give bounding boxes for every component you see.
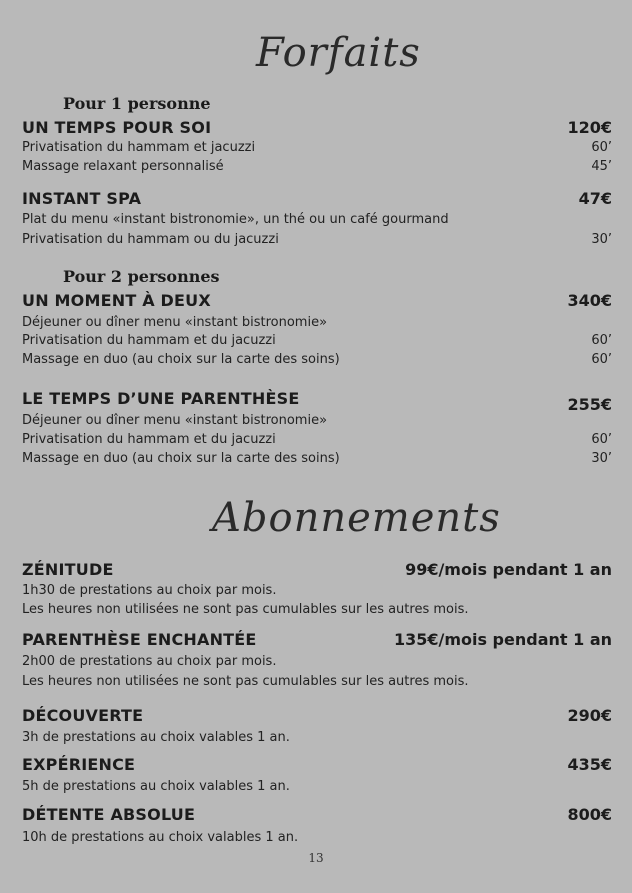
detail-duration: 45’ (591, 159, 612, 174)
subheading-two-people: Pour 2 personnes (63, 267, 220, 286)
subscription-name: PARENTHÈSE ENCHANTÉE (22, 630, 257, 649)
offer-price: 255€ (567, 395, 612, 414)
offer-name: UN TEMPS POUR SOI (22, 118, 212, 137)
page-number: 13 (308, 851, 324, 865)
subscription-price: 99€/mois pendant 1 an (405, 560, 612, 579)
subscription-detail-line (22, 730, 612, 745)
subscription-price: 435€ (567, 755, 612, 774)
detail-text: Plat du menu «instant bistronomie», un thé ou un café gourmand (22, 212, 449, 227)
offer-price: 47€ (578, 189, 612, 208)
subscription-detail-line (22, 602, 612, 617)
detail-text: Privatisation du hammam et du jacuzzi (22, 333, 276, 348)
subscription-price: 290€ (567, 706, 612, 725)
offer-detail-line (22, 159, 612, 174)
subscription-name: EXPÉRIENCE (22, 755, 136, 774)
offer-detail-line (22, 413, 612, 428)
detail-text: Déjeuner ou dîner menu «instant bistronomie» (22, 413, 328, 428)
subscription-detail-line (22, 674, 612, 689)
offer-detail-line (22, 212, 612, 227)
detail-text: 5h de prestations au choix valables 1 an. (22, 779, 290, 794)
offer-row (22, 189, 612, 208)
subscription-row (22, 755, 612, 774)
detail-text: 3h de prestations au choix valables 1 an. (22, 730, 290, 745)
detail-duration: 60’ (591, 333, 612, 348)
subscription-name: DÉTENTE ABSOLUE (22, 805, 196, 824)
offer-price: 120€ (567, 118, 612, 137)
offer-detail-line (22, 315, 612, 330)
offer-detail-line (22, 140, 612, 155)
offer-detail-line (22, 352, 612, 367)
detail-text: Les heures non utilisées ne sont pas cumulables sur les autres mois. (22, 674, 469, 689)
detail-text: Déjeuner ou dîner menu «instant bistronomie» (22, 315, 328, 330)
subscription-price: 800€ (567, 805, 612, 824)
detail-duration: 60’ (591, 140, 612, 155)
offer-row (22, 291, 612, 310)
offer-detail-line (22, 333, 612, 348)
subscription-detail-line (22, 779, 612, 794)
detail-duration: 60’ (591, 432, 612, 447)
offer-detail-line (22, 232, 612, 247)
section-title-forfaits: Forfaits (256, 30, 421, 76)
detail-duration: 60’ (591, 352, 612, 367)
section-title-abonnements: Abonnements (212, 495, 501, 541)
detail-text: Privatisation du hammam et jacuzzi (22, 140, 256, 155)
detail-text: 10h de prestations au choix valables 1 an. (22, 830, 299, 845)
detail-text: 1h30 de prestations au choix par mois. (22, 583, 277, 598)
detail-text: Massage en duo (au choix sur la carte des soins) (22, 451, 340, 466)
offer-name: LE TEMPS D’UNE PARENTHÈSE (22, 389, 300, 408)
detail-text: Les heures non utilisées ne sont pas cumulables sur les autres mois. (22, 602, 469, 617)
subscription-name: ZÉNITUDE (22, 560, 114, 579)
subscription-row (22, 560, 612, 579)
detail-duration: 30’ (591, 451, 612, 466)
offer-detail-line (22, 451, 612, 466)
subscription-detail-line (22, 654, 612, 669)
offer-row (22, 389, 612, 414)
subscription-detail-line (22, 583, 612, 598)
detail-text: Privatisation du hammam ou du jacuzzi (22, 232, 279, 247)
offer-row (22, 118, 612, 137)
offer-detail-line (22, 432, 612, 447)
offer-name: UN MOMENT À DEUX (22, 291, 211, 310)
subheading-one-person: Pour 1 personne (63, 94, 211, 113)
detail-text: Massage en duo (au choix sur la carte des soins) (22, 352, 340, 367)
offer-name: INSTANT SPA (22, 189, 142, 208)
detail-text: Massage relaxant personnalisé (22, 159, 224, 174)
subscription-row (22, 706, 612, 725)
offer-price: 340€ (567, 291, 612, 310)
detail-duration: 30’ (591, 232, 612, 247)
subscription-price: 135€/mois pendant 1 an (393, 630, 612, 649)
subscription-name: DÉCOUVERTE (22, 706, 144, 725)
subscription-row (22, 630, 612, 649)
detail-text: Privatisation du hammam et du jacuzzi (22, 432, 276, 447)
subscription-row (22, 805, 612, 824)
subscription-detail-line (22, 830, 612, 845)
detail-text: 2h00 de prestations au choix par mois. (22, 654, 277, 669)
